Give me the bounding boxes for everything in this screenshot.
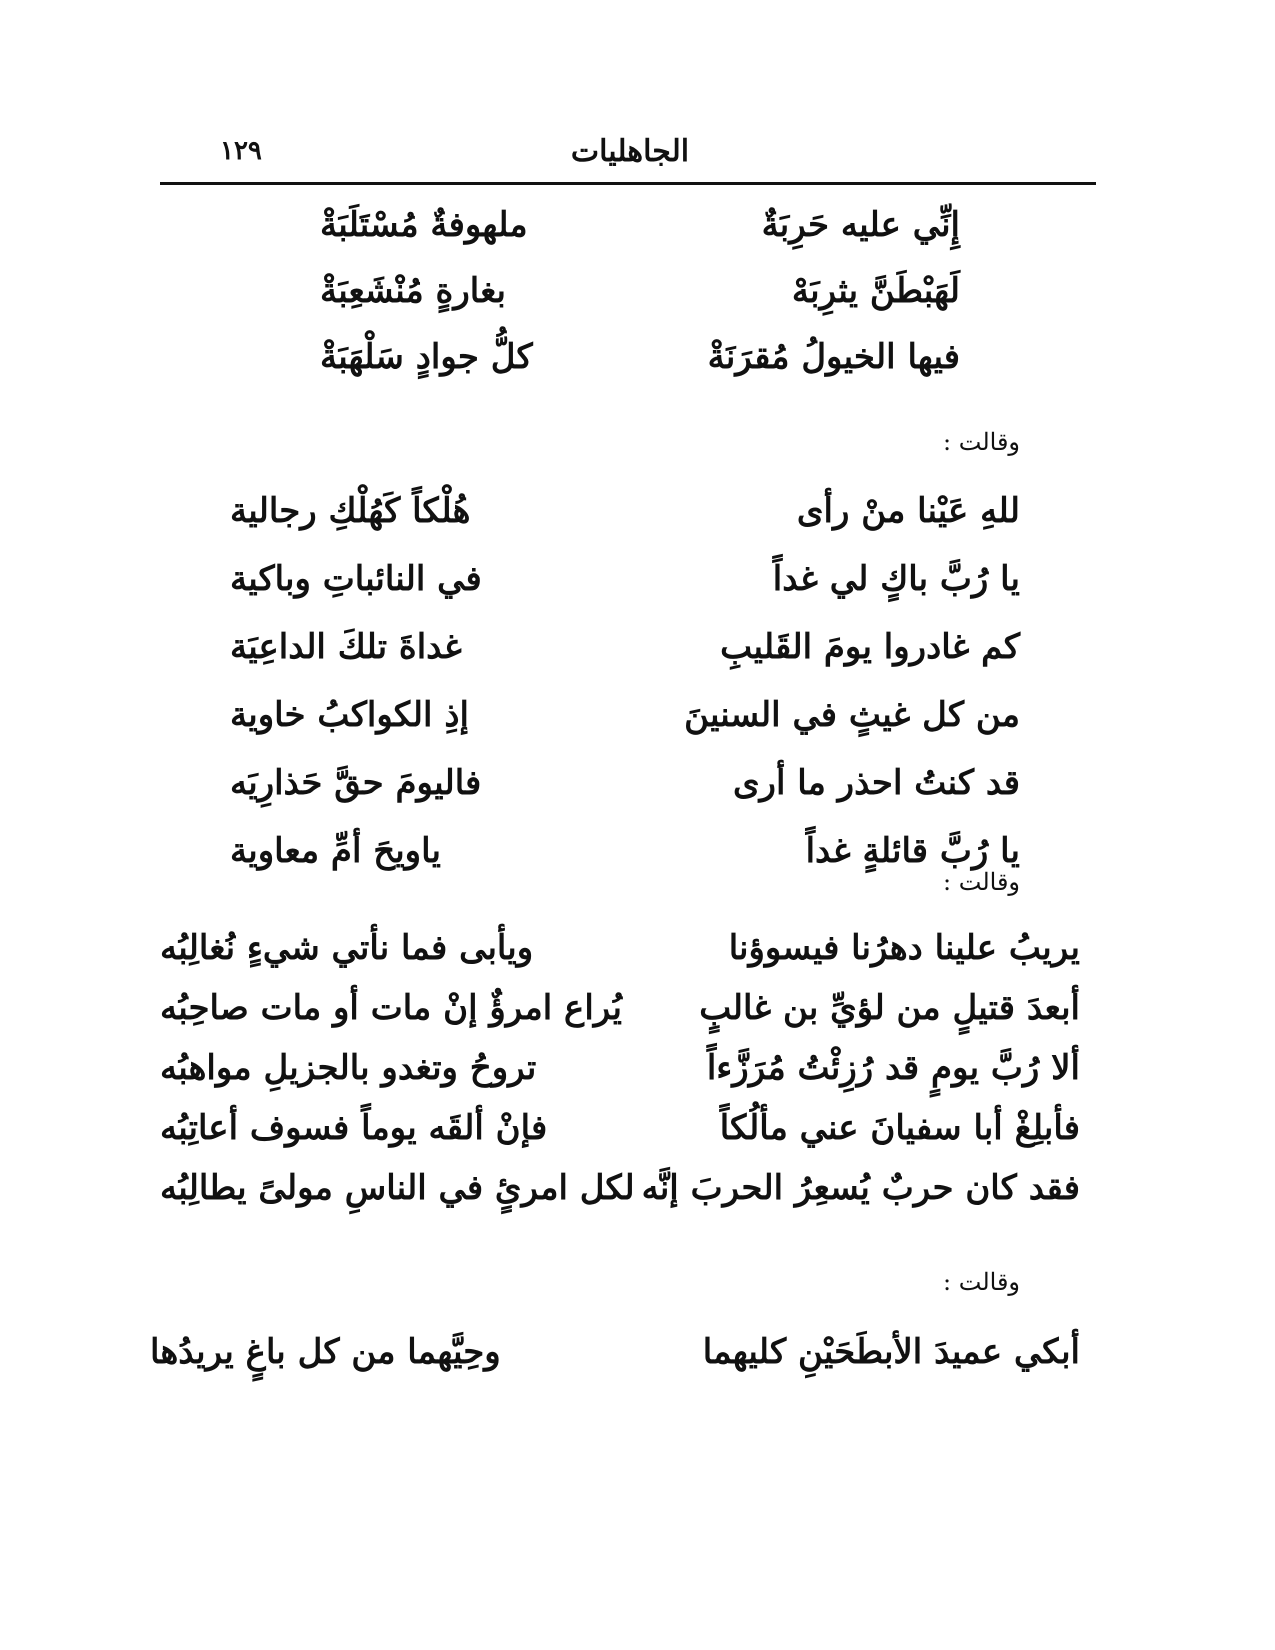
verse-line [160,1098,1080,1158]
verse-line [320,324,960,390]
poem-stanza-3 [160,918,1080,1218]
poem-stanza-2 [230,477,1020,885]
first-hemistich: يريبُ علينا دهرُنا فيسوؤنا [728,928,1080,968]
stanza-intro: وقالت : [943,1268,1020,1296]
second-hemistich: ملهوفةٌ مُسْتَلَبَةْ [320,205,528,245]
verse-line [160,918,1080,978]
second-hemistich: فاليومَ حقَّ حَذارِيَه [230,763,482,803]
first-hemistich: يا رُبَّ باكٍ لي غداً [772,559,1020,599]
first-hemistich: إِنِّي عليه حَرِبَةٌ [761,205,960,245]
header-rule [160,182,1096,185]
first-hemistich: من كل غيثٍ في السنينَ [684,695,1020,735]
poem-stanza-1 [320,192,960,390]
second-hemistich: في النائباتِ وباكية [230,559,482,599]
verse-line [230,545,1020,613]
verse-line [320,258,960,324]
first-hemistich: فأبلِغْ أبا سفيانَ عني مألُكاً [719,1108,1080,1148]
second-hemistich: وحِيَّهما من كل باغٍ يريدُها [150,1332,501,1372]
page-number: ١٢٩ [220,136,262,166]
verse-line [230,613,1020,681]
verse-line [320,192,960,258]
second-hemistich: فإنْ ألقَه يوماً فسوف أعاتِبُه [160,1108,548,1148]
first-hemistich: يا رُبَّ قائلةٍ غداً [805,831,1020,871]
verse-line [230,477,1020,545]
verse-line [160,1158,1080,1218]
first-hemistich: أبعدَ قتيلٍ من لؤيِّ بن غالبٍ [699,988,1080,1028]
stanza-intro: وقالت : [943,428,1020,456]
second-hemistich: كلُّ جوادٍ سَلْهَبَةْ [320,337,533,377]
running-title: الجاهليات [570,134,690,169]
first-hemistich: لَهَبْطَنَّ يثرِبَهْ [791,271,960,311]
second-hemistich: إذِ الكواكبُ خاوية [230,695,469,735]
second-hemistich: هُلْكاً كَهُلْكِ رجالية [230,491,471,531]
first-hemistich: ألا رُبَّ يومٍ قد رُزِئْتُ مُرَزَّءاً [706,1048,1080,1088]
second-hemistich: غداةَ تلكَ الداعِيَة [230,627,462,667]
second-hemistich: بغارةٍ مُنْشَعِبَةْ [320,271,506,311]
page-header [160,128,1100,184]
second-hemistich: ياويحَ أمِّ معاوية [230,831,441,871]
second-hemistich: يُراع امرؤٌ إنْ مات أو مات صاحِبُه [160,988,622,1028]
first-hemistich: قد كنتُ احذر ما أرى [732,763,1020,803]
second-hemistich: تروحُ وتغدو بالجزيلِ مواهبُه [160,1048,537,1088]
first-hemistich: فقد كان حربٌ يُسعِرُ الحربَ إنَّه [641,1168,1080,1208]
verse-line [150,1318,1080,1386]
second-hemistich: لكل امرئٍ في الناسِ مولىً يطالِبُه [160,1168,635,1208]
verse-line [160,978,1080,1038]
verse-line [230,749,1020,817]
stanza-intro: وقالت : [943,868,1020,896]
first-hemistich: للهِ عَيْنا منْ رأى [796,491,1020,531]
second-hemistich: ويأبى فما نأتي شيءٍ نُغالِبُه [160,928,534,968]
first-hemistich: فيها الخيولُ مُقرَنَةْ [707,337,960,377]
first-hemistich: كم غادروا يومَ القَليبِ [720,627,1020,667]
poem-stanza-4 [150,1318,1080,1386]
verse-line [160,1038,1080,1098]
first-hemistich: أبكي عميدَ الأبطَحَيْنِ كليهما [702,1332,1080,1372]
verse-line [230,681,1020,749]
